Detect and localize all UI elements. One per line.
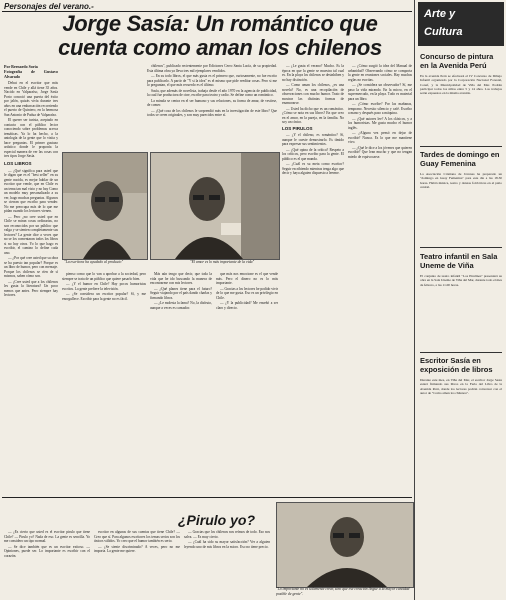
paragraph: — ¿Cómo surgió la idea del Manual de urbanidad? Observando cómo se comporta la gente en reuniones sociales. Hay muchas reglas no escritas. <box>348 64 412 82</box>
headline: Jorge Sasía: Un romántico que cuenta como aman los chilenos <box>58 11 382 60</box>
news-text-teatro: El conjunto de teatro infantil "Los Pirulines" presentará su obra en la Sala Uneme de Viña del Mar, durante todo el mes de febrero, a las 11.00 horas. <box>420 274 502 287</box>
paragraph: Sasía, que además de novelista, trabaja desde el año 1970 en la agencia de publicidad, la cual fue productora de cine, escribe para teatro y radio. Se define como un romántico. <box>147 88 277 97</box>
paragraph: La mirada se centra en el ser humano y sus relaciones, su forma de amar, de vestirse, de comer. <box>147 98 277 107</box>
news-text-escritor: Durante este mes, en Viña del Mar, el escritor Jorge Sasía estará firmando sus libros en la Feria del Libro de la Avenida Perú, donde los lectores podrán conversar con el autor de "Como aman los chilenos". <box>420 378 502 395</box>
photo-image <box>151 153 279 259</box>
paragraph: — ¿Se considera un escritor popular? Sí, y me enorgullece. Escribir para la gente no es fácil. <box>62 292 146 301</box>
paragraph: — ¿Se considera un observador? Sí, me paso la vida mirando. En la micro, en el supermercado, en la playa. Todo es material para un libro. <box>348 83 412 101</box>
paragraph: — ¿Cómo escribe? Por las mañanas, temprano. Necesito silencio y café. Escribo a mano y después paso a máquina. <box>348 102 412 115</box>
pirulo-column-3 <box>184 530 270 596</box>
paragraph: — En su todo libros, el que más gusta es el primero que, curiosamente, no fue escrito para publicarlo. A partir de "Y si la idea" es el mismo que pide reeditar cosas. Pero si me lo preguntan, el que más recuerdo es el último. <box>147 74 277 87</box>
photo-sasia-portrait-1 <box>62 152 148 260</box>
paragraph: — ¿Cuál es su meta como escritor? Seguir escribiendo mientras tenga algo que decir y haya alguien dispuesto a leerme. <box>282 162 344 175</box>
article-column-8 <box>216 272 278 490</box>
paragraph: — ¿Qué le dice a los jóvenes que quieren escribir? Que lean mucho y que no tengan miedo de equivocarse. <box>348 145 412 159</box>
paragraph: — ¿Es cierto que usted es el escritor pirulo que tiene Chile? — Pirulo yo? Nada de eso. La gente es sencilla. Yo me considero un tipo normal. <box>4 530 90 543</box>
paragraph: — ¿Cuál ha sido su mayor satisfacción? Ver a alguien leyendo uno de mis libros en la micro. Eso no tiene precio. <box>184 540 270 549</box>
photo-image <box>63 153 147 259</box>
news-divider <box>420 247 502 248</box>
article-column-2 <box>4 160 58 490</box>
paragraph: — Usted ha dicho que es un romántico. ¿Cómo se nota en sus libros? En que creo en el amor, en la pareja, en la familia. No soy un cínico. <box>282 106 344 124</box>
paragraph: — ¿Le molesta la fama? No, la disfruto, aunque a veces es cansador. <box>150 301 212 310</box>
news-text-concurso: En la avenida Perú se efectuará el IV Concurso de Dibujo Infantil organizado por la Corporación Nacional Forestal, Conaf, y la Municipalidad de Viña del Mar. Podrán participar todos los niños entre 5 y 14 años. Los trabajos serán expuestos en la misma avenida. <box>420 74 502 96</box>
subhead-los-libros: LOS LIBROS <box>4 161 32 166</box>
paragraph: — ¿Qué significa para usted que le digan que es el "best seller" en su gente nacida, es mejor hablar de un escritor que vende, que en Chile es un tema tan mal visto y no hay Como un modelo muy personalizado a su ver, hago muchas preguntas. Algunos se cierran que escribo para vender. No me preocupa más de lo que me pidan cuando los lectores vienen. <box>4 168 58 213</box>
arte-cultura-column <box>418 0 504 600</box>
arte-label: Arte y <box>424 8 456 20</box>
paragraph: — ¿Alguna vez pensó en dejar de escribir? Nunca. Es lo que me mantiene vivo. <box>348 131 412 144</box>
paragraph: — Como aman los chilenos, ¿es una novela? No, es una recopilación de observaciones con mucho humor. Trato de mostrar las distintas formas de enamorarse. <box>282 83 344 105</box>
paragraph: — ¿Qué cosa de los chilenos le sorprendió más en la investigación de este libro? Que todos se creen originales, y son muy parecidos entre sí. <box>147 108 277 117</box>
news-divider <box>420 352 502 353</box>
paragraph: que más nos emocione es el que vende más. Pero el dinero no es lo más importante. <box>216 272 278 285</box>
paragraph: — ¿Y la publicidad? Me enseñó a ser claro y directo. <box>216 301 278 310</box>
pirulo-heading: ¿Pirulo yo? <box>178 512 255 528</box>
paragraph: — ¿Le gusta el verano? Mucho. Es la época en que la gente se muestra tal cual es. En la playa los chilenos se desinhiben y no hay distinción. <box>282 64 344 82</box>
article-column-5 <box>348 64 412 490</box>
photo-caption-1: "La escritora ha ayudado al producto" <box>64 260 124 264</box>
subhead-los-pirulos: LOS PIRULOS <box>282 125 313 131</box>
photo-sasia-portrait-3 <box>276 502 414 588</box>
article-column-1 <box>4 64 58 160</box>
paragraph: — ¿Y el humor en Chile? Hay pocos humoristas escritos. La gente prefiere la televisión. <box>62 282 146 291</box>
cultura-label: Cultura <box>424 26 463 38</box>
paragraph: — ¿Cree usted que a los chilenos les gusta la literatura? Un poco menos que antes. Pero siempre hay lectores. <box>4 279 58 297</box>
paragraph: — Gracias a los lectores he podido vivir de lo que me gusta. Eso es un privilegio en Chile. <box>216 286 278 300</box>
article-column-3 <box>147 64 277 150</box>
paragraph: chilenos", publicado recientemente por Ediciones Cerro Santa Lucía, de su propiedad. Esta última obra ya lleva tres mil ejemplares vendidos. <box>147 64 277 73</box>
news-heading-concurso: Concurso de pintura en la Avenida Perú <box>420 52 494 70</box>
paragraph: — ¿Qué planes tiene para el futuro? Seguir viajando por el país dando charlas y firmando libros. <box>150 286 212 300</box>
news-heading-escritor: Escritor Sasía en exposición de libros <box>420 356 493 374</box>
paragraph: — Se dice también que es un escritor exitoso. — Opiniones, puede ser. Lo importante es escribir con el corazón. <box>4 544 90 558</box>
paragraph: — ¿Se siente discriminado? A veces, pero no me importa. La gente me quiere. <box>94 544 180 553</box>
news-heading-tardes: Tardes de domingo en Guay Femenina <box>420 150 500 168</box>
column-divider <box>414 0 415 600</box>
paragraph: — ¿Qué autores lee? A los clásicos, y a los humoristas. Me gusta mucho el humor inglés. <box>348 116 412 130</box>
pirulo-column-1 <box>4 530 90 596</box>
paragraph: El querer ser turista, aceptado en contacto con el público lector conociendo sobre problemas acerca temáticas. Ya lo ha hecho, a la antología de la gente que lo visita y hace preguntas. El primer gustazo artístico donde le proponía la especial manera de ver las cosas con tres tipos Jorge Sasía. <box>4 118 58 158</box>
arte-cultura-banner <box>418 2 504 46</box>
paragraph: — ¿Por qué cree usted que su obra se ha puesto tan popular? Porque es un libro de humor, pero con mensaje. Porque los chilenos se ríen de sí mismos, saben cómo son. <box>4 256 58 278</box>
pirulo-column-2 <box>94 530 180 596</box>
article-column-4 <box>282 64 344 490</box>
paragraph: — Gracias que los chilenos nos reímos de todo. Eso nos salva. — Es muy cierto. <box>184 530 270 539</box>
news-heading-teatro: Teatro infantil en Sala Uneme de Viña <box>420 252 498 270</box>
paragraph: — Pero ¿no cree usted que en Chile se miran cosas ordinarias, no son reconocidos por un público que valga y se sienten completamente sus lectores? La gente dice a veces que no se los comentaran todos los libros si no hay otros. Yo lo que hago es escribir, el camino lo define cada uno. <box>4 214 58 255</box>
article-column-7 <box>150 272 212 490</box>
section-divider <box>2 497 412 498</box>
photo-caption-3: "Lo importante no es solamente crear, sino que ese creación llegue a la mayor cantidad posible de gente". <box>276 587 410 596</box>
photo-image <box>277 503 413 587</box>
paragraph: Más aún tengo que decir, que toda la vida que he ido buscando la manera de encontrarme con mis lectores. <box>150 272 212 285</box>
paragraph: pienso como que lo van a aprobar a la sociedad, pero siempre se trata de un público que quiere pasarlo bien. <box>62 272 146 281</box>
section-label: Personajes del verano.- <box>4 2 94 11</box>
paragraph: Debut en el escritor que más vende en Chile y allá tiene 35 años. Nacido en Valparaíso, Jorge Sasía Porto conoció una puerta del éxito por jalón, quizás vivía durante tres años en una embarcación recorriendo el puerto de Quintero, en la hermosa San Antonio de Padua de Valparaíso. <box>4 81 58 117</box>
paragraph: — ¿Y el chileno, es romántico? Sí, aunque le cueste demostrarlo. Es tímido para expresar sus sentimientos. <box>282 133 344 146</box>
photo-sasia-portrait-2 <box>150 152 280 260</box>
byline: Por Bernardo Soria Fotografía de Gustavo Alvarado <box>4 64 58 79</box>
paragraph: — ¿Qué opina de la crítica? Respeto a los críticos, pero escribo para la gente. El público es el que manda. <box>282 147 344 161</box>
article-column-6 <box>62 272 146 490</box>
photo-caption-2: "El amor es lo más importante de la vida" <box>190 260 255 264</box>
news-text-tardes: La Asociación Cristiana de Jóvenes ha preparado un "domingo en Guay Femenina" para este día a las 18.30 horas. Habrá música, teatro y danzas folclóricas en el patio central. <box>420 172 502 189</box>
news-divider <box>420 146 502 147</box>
paragraph: escritor en algunas de sus cuentas que tiene Chile? — Creo que sí. Para algunos escritores los temas serios son los únicos válidos. Yo creo que el humor también es serio. <box>94 530 180 543</box>
